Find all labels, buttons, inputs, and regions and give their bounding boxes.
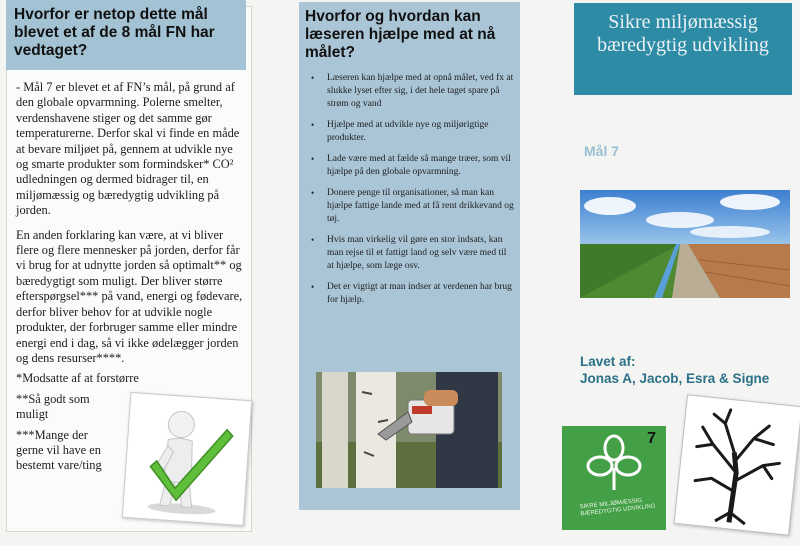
footnote-3c: bestemt vare/ting: [16, 458, 102, 472]
bullet-icon: •: [311, 188, 315, 198]
goal-number: 7: [647, 430, 656, 447]
authors-block: [580, 354, 792, 387]
list-item: • Det er vigtigt at man indser at verdenen har brug for hjælp.: [311, 282, 512, 305]
brochure-title: Sikre miljømæssig bæredygtig udvikling: [574, 3, 792, 95]
list-item: • Hjælpe med at udvikle nye og miljørigtige produkter.: [311, 120, 489, 143]
footnote-2b: muligt: [16, 407, 49, 421]
checkmark-figure-card: [122, 392, 252, 526]
bullet-icon: •: [311, 120, 315, 130]
why-goal-heading: Hvorfor er netop dette mål blevet et af de 8 mål FN har vedtaget?: [6, 0, 246, 70]
footnote-3a: ***Mange der: [16, 428, 88, 442]
help-list: [307, 72, 515, 315]
footnote-2a: **Så godt som: [16, 392, 90, 406]
list-item: • Læseren kan hjælpe med at opnå målet, ved fx at slukke lyset efter sig, i det hele taget spare på strøm og vand: [311, 73, 514, 109]
person-checkmark-icon: [123, 393, 251, 525]
paragraph-global-warming: - Mål 7 er blevet et af FN’s mål, på grund af den globale opvarmning. Polerne smelter, verdenshavene stiger og det samme gør temperaturerne. Derfor skal vi finde en måde at bevare miljøet på, gennem at udvikle nye og smarte produkter som formindsker* CO² udledningen og dermed bidrager til, en miljømæssig og bæredygtig udvikling på jorden.: [16, 80, 240, 218]
goal-7-icon: [562, 426, 666, 530]
bullet-icon: •: [311, 154, 315, 164]
chainsaw-tree-photo: [316, 372, 502, 488]
bullet-icon: •: [311, 73, 315, 83]
dead-tree-card: [674, 394, 800, 535]
made-by-label: Lavet af:: [580, 354, 636, 369]
clover-icon: [562, 426, 666, 506]
list-item: • Hvis man virkelig vil gøre en stor indsats, kan man rejse til et fattigt land og selv være med til at hjælpe, som læge osv.: [311, 235, 507, 271]
paragraph-population: En anden forklaring kan være, at vi bliver flere og flere mennesker på jorden, derfor får vi brug for at udnytte jorden så optimalt** og bæredygtigt som muligt. Der bliver større efterspørgsel*** på vand, energi og fødevare, derfor bliver behov for at udvikle nogle produkter, der forbruger samme eller mindre energi end i dag, så vi ikke ødelægger jorden og dens resurser****.: [16, 227, 243, 365]
why-goal-text: [16, 80, 248, 375]
goal-caption: SIKRE MILJØMÆSSIG BÆREDYGTIG UDVIKLING: [579, 497, 656, 518]
goal-label: Mål 7: [584, 143, 620, 159]
list-item: • Lade være med at fælde så mange træer, som vil hjælpe på den globale opvarmning.: [311, 154, 511, 177]
field-landscape-photo: [580, 190, 790, 298]
how-to-help-heading: Hvorfor og hvordan kan læseren hjælpe med at nå målet?: [305, 8, 496, 61]
footnote-3b: gerne vil have en: [16, 443, 101, 457]
bullet-icon: •: [311, 235, 315, 245]
dead-tree-icon: [675, 395, 800, 534]
list-item: • Donere penge til organisationer, så man kan hjælpe fattige lande med at få rent drikkevand og tøj.: [311, 188, 514, 224]
bullet-icon: •: [311, 282, 315, 292]
how-to-help-column: [299, 2, 520, 510]
authors-names: Jonas A, Jacob, Esra & Signe: [580, 370, 770, 386]
footnote-1: *Modsatte af at forstørre: [16, 371, 139, 385]
